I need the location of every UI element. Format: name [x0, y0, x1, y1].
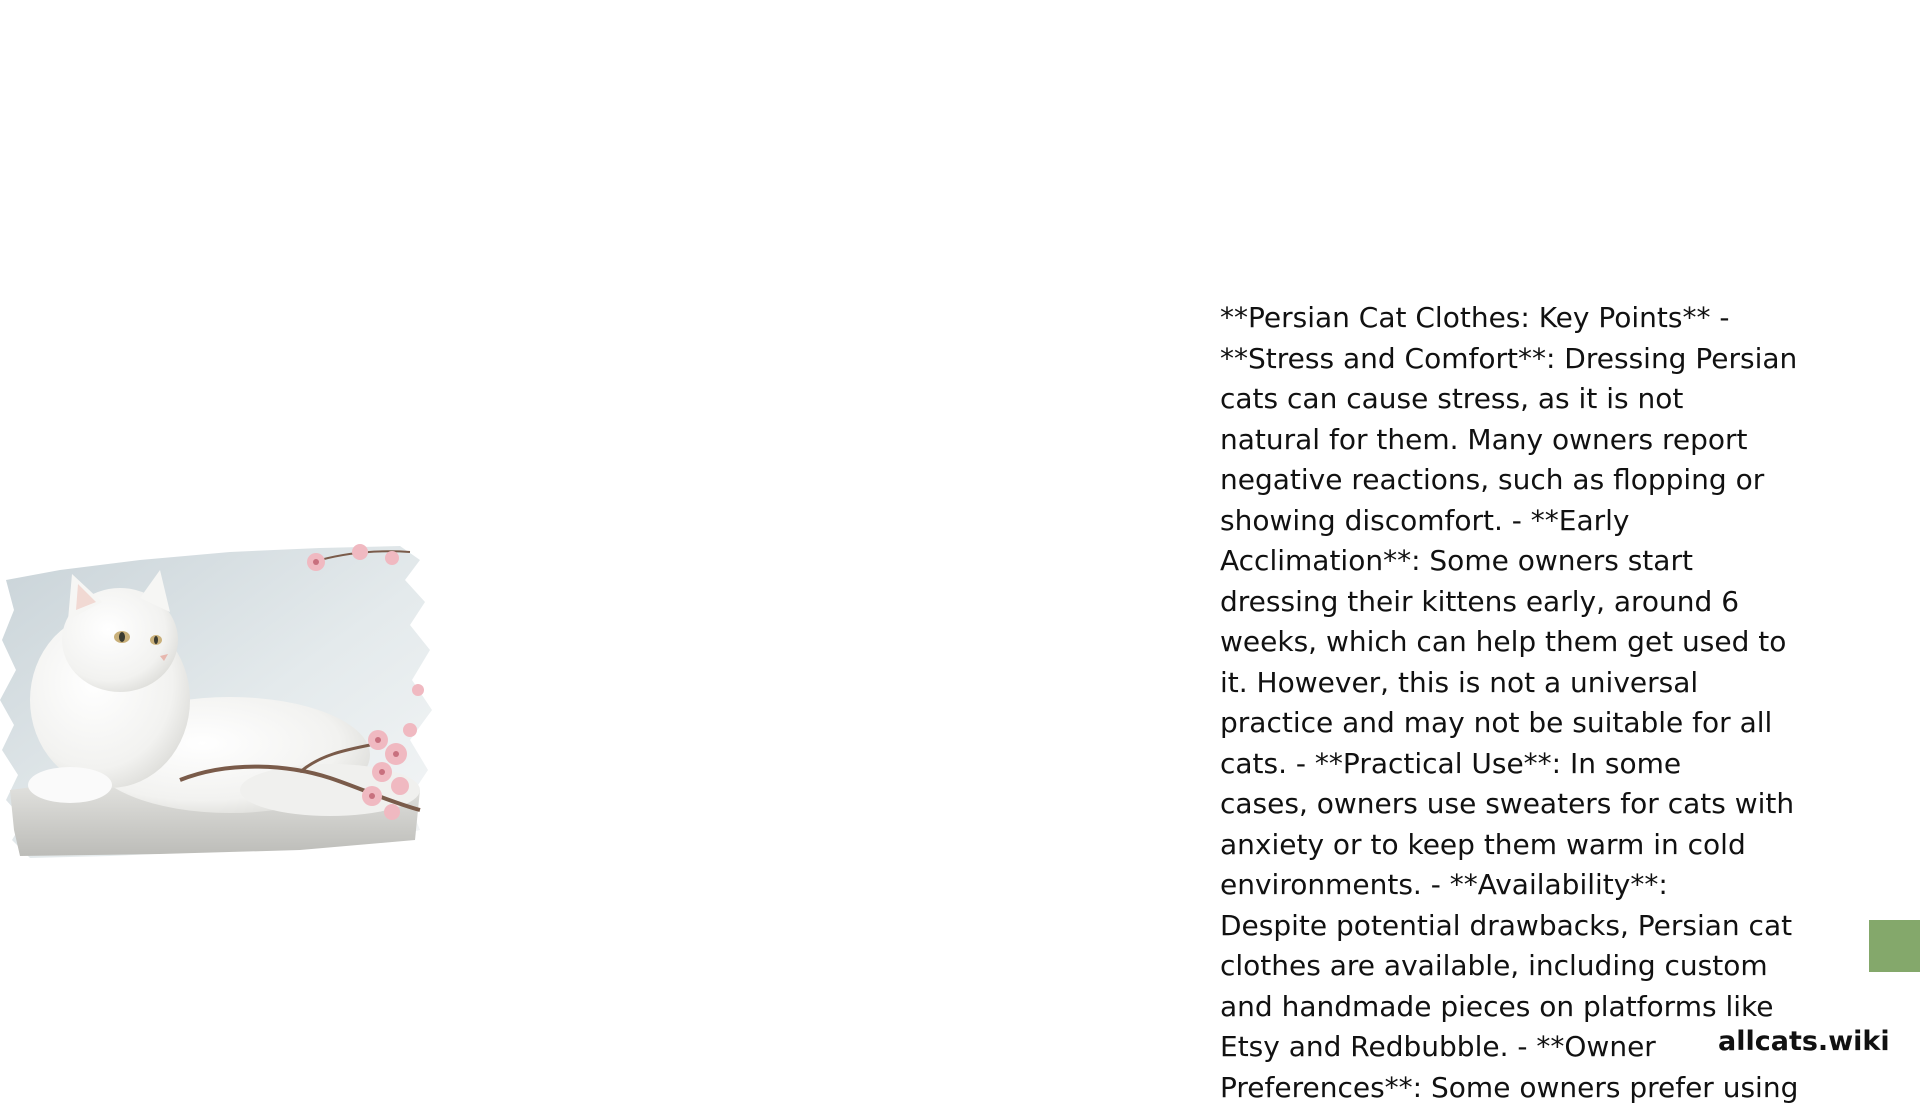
cat-paw — [28, 767, 112, 803]
text-line: it. However, this is not a universal — [1220, 663, 1820, 704]
text-line: cats can cause stress, as it is not — [1220, 379, 1820, 420]
text-line: natural for them. Many owners report — [1220, 420, 1820, 461]
key-points-text — [1220, 298, 1820, 1108]
text-line: cats. - **Practical Use**: In some — [1220, 744, 1820, 785]
text-line: Despite potential drawbacks, Persian cat — [1220, 906, 1820, 947]
text-line: cases, owners use sweaters for cats with — [1220, 784, 1820, 825]
text-line: dressing their kittens early, around 6 — [1220, 582, 1820, 623]
text-line: showing discomfort. - **Early — [1220, 501, 1820, 542]
text-line: practice and may not be suitable for all — [1220, 703, 1820, 744]
text-line: weeks, which can help them get used to — [1220, 622, 1820, 663]
text-line: Acclimation**: Some owners start — [1220, 541, 1820, 582]
text-line: Etsy and Redbubble. - **Owner — [1220, 1027, 1820, 1068]
persian-cat-image — [0, 540, 440, 860]
text-line: **Persian Cat Clothes: Key Points** - — [1220, 298, 1820, 339]
text-line: anxiety or to keep them warm in cold — [1220, 825, 1820, 866]
text-line: negative reactions, such as flopping or — [1220, 460, 1820, 501]
text-line: clothes are available, including custom — [1220, 946, 1820, 987]
text-line: and handmade pieces on platforms like — [1220, 987, 1820, 1028]
text-line: environments. - **Availability**: — [1220, 865, 1820, 906]
text-line: **Stress and Comfort**: Dressing Persian — [1220, 339, 1820, 380]
text-line: Preferences**: Some owners prefer using — [1220, 1068, 1820, 1108]
brand-label: allcats.wiki — [1718, 1026, 1890, 1057]
accent-square — [1869, 920, 1920, 972]
